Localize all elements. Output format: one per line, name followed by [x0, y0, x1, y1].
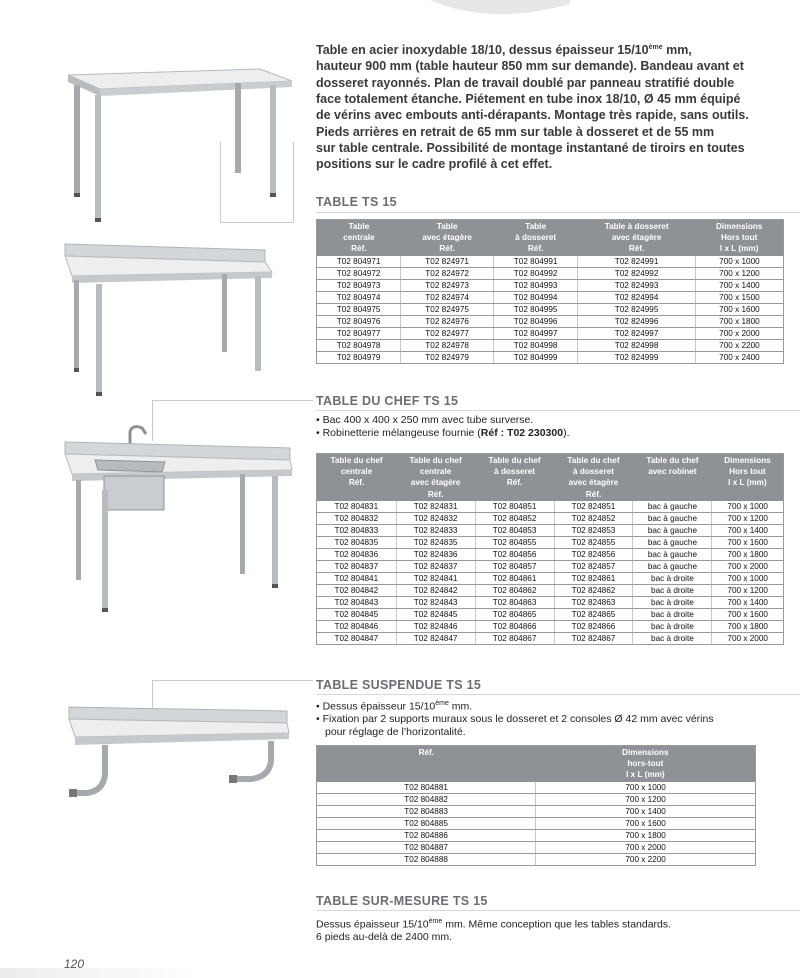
table-cell: T02 804974	[317, 291, 401, 303]
section-divider	[316, 910, 800, 911]
table-row	[317, 584, 784, 596]
table-cell: T02 824996	[578, 315, 696, 327]
table-cell: T02 804852	[475, 512, 554, 524]
bullet-superscript: ème	[435, 700, 449, 707]
table-cell: bac à gauche	[633, 548, 712, 560]
column-header-line: Réf.	[506, 478, 523, 488]
table-cell: T02 824865	[554, 608, 633, 620]
column-header-line: Hors tout	[729, 467, 766, 477]
table-suspendue-photo	[65, 705, 295, 805]
table-cell: T02 824862	[554, 584, 633, 596]
table-header-row	[317, 220, 784, 256]
column-header	[317, 746, 536, 782]
intro-line: positions sur le cadre profilé à cet effet.	[316, 157, 553, 172]
chef-bullets	[316, 414, 570, 439]
table-cell: T02 804888	[317, 853, 536, 865]
column-header-line: l x L (mm)	[728, 478, 767, 488]
surmesure-superscript: ème	[428, 918, 443, 925]
table-cell: T02 824995	[578, 303, 696, 315]
column-header-line: à dosseret	[515, 233, 557, 243]
table-cell: 700 x 1200	[695, 267, 783, 279]
table-row	[317, 853, 756, 865]
table-cell: T02 824973	[401, 279, 494, 291]
column-header-line: Table du chef	[567, 456, 620, 465]
table-cell: T02 824977	[401, 327, 494, 339]
table-cell: T02 804865	[475, 608, 554, 620]
column-header-line: Table du chef	[646, 456, 699, 465]
table-cell: 700 x 2200	[695, 339, 783, 351]
section-title-surmesure: TABLE SUR-MESURE TS 15	[316, 894, 488, 908]
section-divider	[316, 410, 800, 411]
table-row	[317, 572, 784, 584]
table-cell: T02 824994	[578, 291, 696, 303]
table-cell: 700 x 2000	[712, 632, 784, 644]
table-cell: bac à gauche	[633, 536, 712, 548]
chef-table	[316, 453, 784, 645]
table-cell: T02 824978	[401, 339, 494, 351]
intro-line: face totalement étanche. Piétement en tube inox 18/10, Ø 45 mm équipé	[316, 92, 741, 107]
table-cell: bac à gauche	[633, 501, 712, 513]
intro-line: dosseret rayonnés. Plan de travail doublé par panneau stratifié double	[316, 75, 735, 90]
table-cell: T02 824993	[578, 279, 696, 291]
table-cell: T02 824866	[554, 620, 633, 632]
table-cell: 700 x 1500	[695, 291, 783, 303]
table-cell: T02 804867	[475, 632, 554, 644]
suspendue-bullets	[316, 698, 714, 738]
column-header-line: Table à dosseret	[604, 222, 669, 231]
bullet-item: • Fixation par 2 supports muraux sous le dosseret et 2 consoles Ø 42 mm avec vérins	[316, 713, 714, 725]
table-row	[317, 327, 784, 339]
column-header-line: centrale	[340, 467, 373, 477]
table-cell: T02 824976	[401, 315, 494, 327]
table-cell: 700 x 1400	[712, 524, 784, 536]
table-cell: T02 804866	[475, 620, 554, 632]
table-row	[317, 782, 756, 794]
table-cell: 700 x 2200	[536, 853, 756, 865]
table-cell: T02 824832	[396, 512, 475, 524]
table-du-chef-photo	[60, 420, 300, 620]
table-row	[317, 536, 784, 548]
table-cell: T02 804881	[317, 782, 536, 794]
bullet-text: • Dessus épaisseur 15/10	[316, 700, 436, 713]
table-cell: 700 x 1200	[712, 584, 784, 596]
table-cell: T02 804995	[494, 303, 578, 315]
table-cell: T02 824861	[554, 572, 633, 584]
table-cell: T02 824831	[396, 501, 475, 513]
table-row	[317, 805, 756, 817]
table-cell: 700 x 1800	[536, 829, 756, 841]
table-centrale-photo	[60, 55, 300, 225]
section-title-ts15: TABLE TS 15	[316, 195, 397, 209]
table-cell: 700 x 2000	[536, 841, 756, 853]
table-cell: 700 x 1600	[695, 303, 783, 315]
table-cell: T02 804886	[317, 829, 536, 841]
table-cell: 700 x 1800	[712, 548, 784, 560]
surmesure-line: mm. Même conception que les tables standards.	[442, 918, 672, 931]
column-header	[554, 454, 633, 501]
table-row	[317, 501, 784, 513]
table-cell: T02 804846	[317, 620, 397, 632]
table-cell: T02 804847	[317, 632, 397, 644]
table-cell: T02 824843	[396, 596, 475, 608]
table-cell: T02 824837	[396, 560, 475, 572]
column-header-line: hors-tout	[627, 759, 664, 769]
table-cell: T02 824998	[578, 339, 696, 351]
column-header-line: avec robinet	[648, 467, 697, 477]
table-cell: bac à gauche	[633, 512, 712, 524]
table-row	[317, 315, 784, 327]
column-header-line: Table du chef	[488, 456, 541, 465]
table-cell: T02 804837	[317, 560, 397, 572]
table-cell: T02 804855	[475, 536, 554, 548]
column-header-line: avec étagère	[611, 233, 662, 243]
table-cell: T02 804843	[317, 596, 397, 608]
table-cell: T02 804992	[494, 267, 578, 279]
table-cell: 700 x 1400	[695, 279, 783, 291]
table-header-row	[317, 454, 784, 501]
column-header	[396, 454, 475, 501]
table-cell: T02 824845	[396, 608, 475, 620]
column-header-line: à dosseret	[573, 467, 614, 477]
column-header-line: Réf.	[348, 478, 365, 488]
column-header	[633, 454, 712, 501]
table-cell: T02 824856	[554, 548, 633, 560]
table-row	[317, 632, 784, 644]
column-header	[578, 220, 696, 256]
table-cell: T02 804971	[317, 256, 401, 268]
table-cell: T02 824857	[554, 560, 633, 572]
bullet-item	[316, 427, 570, 440]
table-cell: T02 804997	[494, 327, 578, 339]
table-row	[317, 793, 756, 805]
table-cell: T02 824992	[578, 267, 696, 279]
table-cell: bac à gauche	[633, 560, 712, 572]
column-header	[695, 220, 783, 256]
bullet-ref: Réf : T02 230300	[480, 426, 564, 439]
table-cell: T02 824833	[396, 524, 475, 536]
bullet-item: • Bac 400 x 400 x 250 mm avec tube surverse.	[316, 414, 534, 426]
table-cell: T02 824847	[396, 632, 475, 644]
column-header-line: avec étagère	[568, 478, 619, 488]
column-header-line: Réf.	[351, 244, 367, 254]
table-row	[317, 841, 756, 853]
table-cell: 700 x 1800	[695, 315, 783, 327]
table-cell: 700 x 1400	[712, 596, 784, 608]
table-cell: T02 804991	[494, 256, 578, 268]
column-header-line: avec étagère	[410, 478, 461, 488]
table-row	[317, 620, 784, 632]
table-cell: T02 804885	[317, 817, 536, 829]
table-cell: T02 804862	[475, 584, 554, 596]
table-cell: T02 804835	[317, 536, 397, 548]
table-cell: T02 804972	[317, 267, 401, 279]
column-header-line: l x L (mm)	[719, 244, 759, 254]
table-cell: T02 804887	[317, 841, 536, 853]
table-row	[317, 303, 784, 315]
column-header-line: l x L (mm)	[626, 770, 665, 780]
bullet-text: mm.	[448, 700, 473, 713]
table-row	[317, 548, 784, 560]
table-cell: 700 x 1600	[712, 536, 784, 548]
table-row	[317, 351, 784, 363]
intro-superscript: ème	[648, 44, 663, 51]
surmesure-text	[316, 916, 671, 944]
table-cell: T02 824836	[396, 548, 475, 560]
table-cell: T02 804833	[317, 524, 397, 536]
column-header	[712, 454, 784, 501]
table-cell: T02 824853	[554, 524, 633, 536]
bullet-item-continued: pour réglage de l’horizontalité.	[325, 725, 466, 738]
table-row	[317, 524, 784, 536]
column-header-line: à dosseret	[494, 467, 536, 477]
table-cell: T02 824851	[554, 501, 633, 513]
table-cell: bac à droite	[633, 608, 712, 620]
column-header-line: Table	[436, 222, 458, 231]
column-header-line: Réf.	[628, 244, 645, 254]
intro-description	[316, 40, 776, 173]
table-cell: bac à droite	[633, 620, 712, 632]
table-cell: T02 804861	[475, 572, 554, 584]
table-row	[317, 256, 784, 268]
column-header-line: Table	[525, 222, 547, 231]
table-cell: 700 x 1000	[695, 256, 783, 268]
column-header	[475, 454, 554, 501]
table-cell: T02 824999	[578, 351, 696, 363]
table-cell: T02 824846	[396, 620, 475, 632]
table-cell: bac à gauche	[633, 524, 712, 536]
column-header	[317, 454, 397, 501]
column-header-line: Table du chef	[330, 456, 383, 465]
table-dosseret-photo	[60, 240, 280, 400]
column-header-line: Hors tout	[721, 233, 758, 243]
table-cell: T02 804842	[317, 584, 397, 596]
table-cell: T02 824975	[401, 303, 494, 315]
table-cell: T02 804856	[475, 548, 554, 560]
column-header-line: Réf.	[418, 748, 435, 757]
table-cell: 700 x 2000	[712, 560, 784, 572]
table-row	[317, 279, 784, 291]
table-cell: bac à droite	[633, 596, 712, 608]
table-cell: 700 x 2000	[695, 327, 783, 339]
table-row	[317, 829, 756, 841]
table-cell: T02 804857	[475, 560, 554, 572]
page-number: 120	[64, 957, 85, 971]
table-cell: T02 824979	[401, 351, 494, 363]
table-cell: T02 824867	[554, 632, 633, 644]
table-cell: T02 804979	[317, 351, 401, 363]
column-header-line: Réf.	[527, 244, 544, 254]
table-cell: 700 x 1600	[712, 608, 784, 620]
table-cell: T02 804977	[317, 327, 401, 339]
bullet-text: ).	[563, 426, 570, 439]
table-cell: T02 804863	[475, 596, 554, 608]
table-header-row	[317, 746, 756, 782]
column-header-line: Dimensions	[724, 456, 771, 465]
table-cell: T02 804975	[317, 303, 401, 315]
table-row	[317, 596, 784, 608]
table-row	[317, 817, 756, 829]
column-header-line: Dimensions	[715, 222, 763, 231]
table-cell: T02 824974	[401, 291, 494, 303]
bullet-text: • Robinetterie mélangeuse fournie (	[316, 426, 481, 439]
section-divider	[316, 212, 800, 213]
intro-line: Table en acier inoxydable 18/10, dessus épaisseur 15/10	[316, 43, 649, 58]
section-title-suspendue: TABLE SUSPENDUE TS 15	[316, 678, 482, 692]
top-swoosh-decoration	[430, 0, 570, 22]
section-divider	[316, 694, 800, 695]
table-row	[317, 512, 784, 524]
table-cell: T02 804976	[317, 315, 401, 327]
table-cell: T02 824971	[401, 256, 494, 268]
table-cell: T02 824997	[578, 327, 696, 339]
table-cell: T02 804853	[475, 524, 554, 536]
surmesure-line: Dessus épaisseur 15/10	[316, 918, 429, 931]
table-cell: T02 824852	[554, 512, 633, 524]
table-cell: T02 824991	[578, 256, 696, 268]
intro-line: Pieds arrières en retrait de 65 mm sur table à dosseret et de 55 mm	[316, 124, 715, 139]
section-title-chef: TABLE DU CHEF TS 15	[316, 394, 459, 408]
table-cell: T02 824841	[396, 572, 475, 584]
table-row	[317, 560, 784, 572]
table-cell: T02 804994	[494, 291, 578, 303]
intro-line: sur table centrale. Possibilité de montage instantané de tiroirs en toutes	[316, 140, 745, 155]
table-cell: T02 804841	[317, 572, 397, 584]
table-cell: T02 804831	[317, 501, 397, 513]
table-cell: 700 x 1000	[712, 572, 784, 584]
intro-line: mm,	[662, 43, 692, 58]
column-header-line: centrale	[419, 467, 452, 477]
table-cell: 700 x 1200	[712, 512, 784, 524]
table-cell: bac à droite	[633, 572, 712, 584]
column-header-line: centrale	[343, 233, 375, 243]
table-cell: T02 824842	[396, 584, 475, 596]
bullet-item	[316, 698, 714, 713]
column-header-line: avec étagère	[422, 233, 472, 243]
table-cell: 700 x 1000	[536, 782, 756, 794]
column-header-line: Table du chef	[409, 456, 462, 465]
table-cell: T02 804836	[317, 548, 397, 560]
table-cell: T02 804973	[317, 279, 401, 291]
column-header	[401, 220, 494, 256]
column-header	[494, 220, 578, 256]
table-cell: 700 x 2400	[695, 351, 783, 363]
column-header-line: Table	[348, 222, 370, 231]
intro-line: de vérins avec embouts anti-dérapants. Montage très rapide, sans outils.	[316, 108, 749, 123]
footer-bar	[0, 968, 200, 978]
table-cell: bac à droite	[633, 584, 712, 596]
ts15-table	[316, 219, 784, 364]
table-cell: T02 804993	[494, 279, 578, 291]
surmesure-line: 6 pieds au-delà de 2400 mm.	[316, 931, 453, 943]
column-header-line: Réf.	[427, 489, 444, 499]
table-cell: T02 824972	[401, 267, 494, 279]
table-row	[317, 267, 784, 279]
table-cell: T02 804851	[475, 501, 554, 513]
table-row	[317, 291, 784, 303]
table-row	[317, 339, 784, 351]
table-cell: T02 804996	[494, 315, 578, 327]
suspendue-table	[316, 745, 756, 866]
column-header-line: Dimensions	[622, 748, 669, 757]
table-cell: 700 x 1000	[712, 501, 784, 513]
table-cell: T02 804883	[317, 805, 536, 817]
table-cell: 700 x 1400	[536, 805, 756, 817]
column-header	[317, 220, 401, 256]
intro-line: hauteur 900 mm (table hauteur 850 mm sur demande). Bandeau avant et	[316, 59, 744, 74]
table-cell: T02 804832	[317, 512, 397, 524]
table-cell: T02 804998	[494, 339, 578, 351]
column-header-line: Réf.	[439, 244, 455, 254]
table-cell: T02 824863	[554, 596, 633, 608]
table-cell: bac à droite	[633, 632, 712, 644]
table-cell: T02 804999	[494, 351, 578, 363]
table-cell: 700 x 1200	[536, 793, 756, 805]
table-cell: T02 804845	[317, 608, 397, 620]
table-row	[317, 608, 784, 620]
column-header	[536, 746, 756, 782]
table-cell: 700 x 1800	[712, 620, 784, 632]
table-cell: T02 824835	[396, 536, 475, 548]
column-header-line: Réf.	[585, 489, 602, 499]
table-cell: T02 804882	[317, 793, 536, 805]
table-cell: T02 804978	[317, 339, 401, 351]
table-cell: T02 824855	[554, 536, 633, 548]
table-cell: 700 x 1600	[536, 817, 756, 829]
